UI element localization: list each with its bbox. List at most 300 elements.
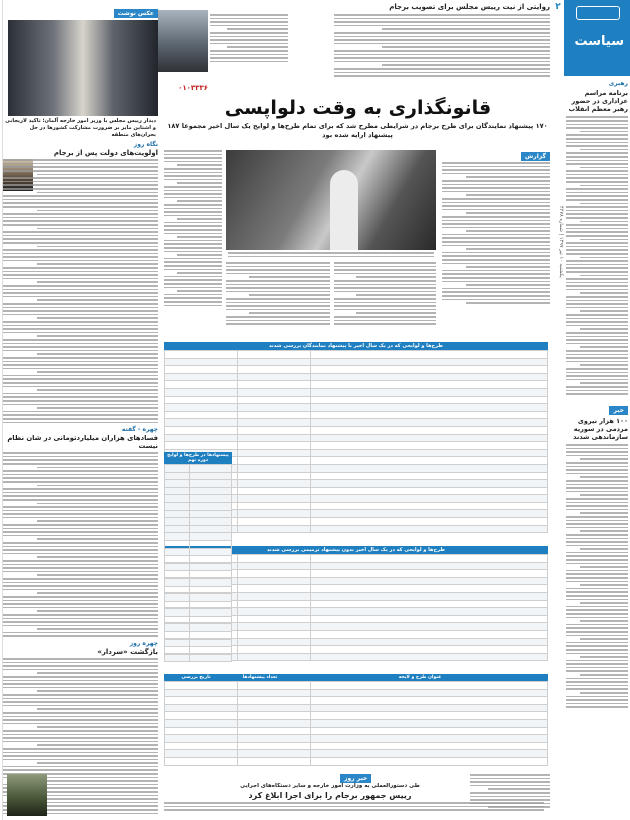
text-line — [3, 567, 158, 569]
table-cell — [165, 639, 190, 647]
text-line — [3, 256, 158, 258]
text-line — [37, 592, 158, 594]
text-line — [334, 309, 436, 311]
text-line — [3, 506, 158, 508]
text-line — [566, 318, 628, 320]
text-line — [3, 418, 158, 420]
text-line — [566, 466, 628, 468]
text-line — [566, 343, 628, 345]
text-line — [177, 218, 222, 220]
right-label-2: خبر — [609, 406, 628, 415]
text-line — [442, 173, 550, 175]
table-cell — [310, 638, 547, 646]
text-line — [3, 456, 158, 458]
text-line — [334, 305, 436, 307]
text-line — [226, 262, 330, 264]
text-line — [164, 168, 222, 170]
text-line — [566, 120, 628, 122]
text-line — [3, 357, 158, 359]
text-line — [164, 809, 544, 811]
text-line — [566, 509, 628, 511]
text-line — [566, 357, 628, 359]
table-row — [165, 654, 232, 662]
text-line — [566, 667, 628, 669]
text-line — [3, 375, 158, 377]
table-cell — [237, 472, 310, 480]
table-cell — [165, 697, 238, 705]
block2-body-text — [3, 159, 158, 423]
text-line — [3, 734, 158, 736]
text-line — [442, 205, 550, 207]
text-line — [566, 696, 628, 698]
table-cell — [190, 540, 232, 548]
bottom-body-text-2 — [164, 802, 544, 818]
table-row — [165, 586, 232, 594]
text-line — [580, 494, 628, 496]
text-line — [566, 228, 628, 230]
table-cell — [237, 555, 310, 563]
text-line — [334, 291, 436, 293]
bottom-kicker: طی دستورالعملی به وزارت امور خارجه و سایر دستگاه‌های اجرایی — [240, 783, 420, 789]
text-line — [3, 224, 158, 226]
table-cell — [190, 616, 232, 624]
table-cell — [165, 563, 190, 571]
table-cell — [165, 556, 190, 564]
text-line — [3, 328, 158, 330]
table-cell — [237, 704, 310, 712]
table-cell — [237, 411, 310, 419]
table-cell — [165, 518, 190, 526]
text-line — [37, 610, 158, 612]
text-line — [3, 625, 158, 627]
table-cell — [237, 712, 310, 720]
table-row — [165, 366, 548, 374]
text-line — [580, 638, 628, 640]
text-line — [37, 174, 158, 176]
table-cell — [310, 562, 547, 570]
text-line — [442, 245, 550, 247]
table-cell — [310, 404, 547, 412]
text-line — [3, 492, 158, 494]
table-cell — [165, 719, 238, 727]
text-line — [580, 566, 628, 568]
text-line — [3, 292, 158, 294]
text-line — [3, 181, 158, 183]
text-line — [3, 364, 158, 366]
text-line — [3, 166, 158, 168]
table-cell — [237, 600, 310, 608]
text-line — [442, 169, 550, 171]
table-cell — [190, 594, 232, 602]
text-line — [566, 516, 628, 518]
text-line — [164, 806, 544, 808]
text-line — [566, 541, 628, 543]
table-cell — [237, 381, 310, 389]
table-row — [165, 419, 548, 427]
table-cell — [237, 449, 310, 457]
text-line — [442, 162, 550, 164]
text-line — [442, 202, 550, 204]
table4 — [164, 674, 548, 770]
text-line — [566, 588, 628, 590]
text-line — [566, 645, 628, 647]
text-line — [580, 275, 628, 277]
left-column — [2, 0, 158, 820]
text-line — [164, 269, 222, 271]
section-title: سیاست — [574, 34, 624, 49]
text-line — [566, 188, 628, 190]
text-line — [566, 685, 628, 687]
text-line — [210, 14, 288, 16]
text-line — [164, 172, 222, 174]
text-line — [334, 25, 550, 27]
text-line — [3, 596, 158, 598]
text-line — [37, 485, 158, 487]
text-line — [3, 463, 158, 465]
bottom-headline: رییس جمهور برجام را برای اجرا ابلاغ کرد — [248, 791, 412, 800]
text-line — [164, 179, 222, 181]
text-line — [442, 291, 550, 293]
text-line — [442, 220, 550, 222]
text-line — [566, 627, 628, 629]
text-line — [566, 523, 628, 525]
text-line — [566, 264, 628, 266]
table-cell — [190, 624, 232, 632]
text-line — [37, 744, 158, 746]
table-row — [165, 518, 232, 526]
text-line — [334, 320, 436, 322]
text-line — [37, 389, 158, 391]
text-line — [37, 299, 158, 301]
text-line — [356, 276, 436, 278]
table-cell — [310, 434, 547, 442]
text-line — [566, 581, 628, 583]
text-line — [210, 43, 288, 45]
right-title: برنامه مراسم عزاداری در حضور رهبر معظم انقلاب — [568, 89, 628, 114]
text-line — [566, 134, 628, 136]
text-line — [164, 150, 222, 152]
table-row — [165, 510, 232, 518]
text-line — [466, 248, 550, 250]
table-cell — [237, 404, 310, 412]
text-line — [566, 563, 628, 565]
text-line — [566, 595, 628, 597]
date-line: یکشنبه ۱۰ تیر ۱۳۹۷ | شماره ۴۲۷۸ — [558, 206, 564, 278]
table-cell — [237, 388, 310, 396]
text-line — [177, 182, 222, 184]
text-line — [580, 512, 628, 514]
text-line — [566, 192, 628, 194]
table4-grid — [164, 681, 548, 766]
text-line — [442, 209, 550, 211]
text-line — [226, 266, 330, 268]
table-cell — [237, 442, 310, 450]
text-line — [470, 792, 550, 794]
text-line — [566, 670, 628, 672]
text-line — [164, 305, 222, 307]
text-line — [382, 28, 550, 30]
text-line — [3, 459, 158, 461]
table-cell — [190, 609, 232, 617]
text-line — [226, 309, 330, 311]
text-line — [466, 194, 550, 196]
text-line — [37, 628, 158, 630]
text-line — [3, 553, 158, 555]
text-line — [164, 276, 222, 278]
text-line — [566, 332, 628, 334]
text-line — [210, 50, 288, 52]
text-line — [3, 618, 158, 620]
text-line — [226, 287, 330, 289]
text-line — [466, 284, 550, 286]
text-line — [580, 674, 628, 676]
table-cell — [190, 647, 232, 655]
table-row — [165, 697, 548, 705]
text-line — [3, 314, 158, 316]
text-line — [3, 698, 158, 700]
table-cell — [165, 404, 238, 412]
text-line — [566, 491, 628, 493]
text-line — [566, 617, 628, 619]
table-row — [165, 632, 232, 640]
text-line — [37, 690, 158, 692]
text-line — [3, 752, 158, 754]
text-line — [566, 390, 628, 392]
text-line — [37, 407, 158, 409]
text-line — [226, 305, 330, 307]
table-row — [165, 563, 232, 571]
text-line — [566, 325, 628, 327]
table-cell — [165, 442, 238, 450]
text-line — [334, 68, 550, 70]
text-line — [3, 730, 158, 732]
text-line — [3, 396, 158, 398]
text-line — [566, 278, 628, 280]
text-line — [566, 642, 628, 644]
text-line — [566, 527, 628, 529]
text-line — [164, 247, 222, 249]
table-cell — [310, 719, 547, 727]
text-line — [3, 274, 158, 276]
col-count: تعداد پیشنهادها — [242, 675, 278, 680]
text-line — [37, 246, 158, 248]
text-line — [210, 25, 288, 27]
table-row — [165, 727, 548, 735]
table-cell — [237, 646, 310, 654]
table-cell — [310, 555, 547, 563]
text-line — [3, 769, 158, 771]
text-line — [466, 230, 550, 232]
table-cell — [165, 465, 190, 473]
text-line — [3, 632, 158, 634]
table-cell — [165, 682, 238, 690]
text-line — [164, 287, 222, 289]
text-line — [3, 206, 158, 208]
text-line — [580, 656, 628, 658]
text-line — [3, 346, 158, 348]
text-line — [228, 252, 434, 254]
text-line — [334, 50, 550, 52]
text-line — [37, 574, 158, 576]
text-line — [164, 294, 222, 296]
text-line — [3, 676, 158, 678]
text-line — [442, 299, 550, 301]
text-line — [566, 267, 628, 269]
text-line — [164, 215, 222, 217]
table-row — [165, 540, 232, 548]
table-cell — [165, 704, 238, 712]
table-cell — [237, 351, 310, 359]
table-cell — [310, 457, 547, 465]
text-line — [566, 635, 628, 637]
text-line — [442, 288, 550, 290]
text-line — [3, 321, 158, 323]
text-line — [3, 481, 158, 483]
table-cell — [165, 472, 190, 480]
right-body-text-2 — [566, 444, 628, 708]
table-cell — [165, 396, 238, 404]
text-line — [334, 36, 550, 38]
text-line — [3, 549, 158, 551]
text-line — [442, 295, 550, 297]
table-cell — [165, 373, 238, 381]
table-cell — [310, 464, 547, 472]
text-line — [334, 262, 436, 264]
text-line — [580, 548, 628, 550]
text-line — [164, 154, 222, 156]
text-line — [37, 192, 158, 194]
table-row — [165, 502, 232, 510]
text-line — [37, 503, 158, 505]
text-line — [3, 687, 158, 689]
text-line — [210, 21, 288, 23]
text-line — [3, 658, 158, 660]
text-line — [566, 660, 628, 662]
table-cell — [237, 464, 310, 472]
text-line — [164, 279, 222, 281]
text-line — [566, 217, 628, 219]
right-label: رهبری — [608, 80, 628, 87]
text-line — [566, 484, 628, 486]
text-line — [580, 257, 628, 259]
table-cell — [165, 434, 238, 442]
text-line — [566, 606, 628, 608]
text-line — [566, 444, 628, 446]
table-cell — [237, 396, 310, 404]
text-line — [566, 224, 628, 226]
text-line — [3, 278, 158, 280]
text-line — [3, 195, 158, 197]
text-line — [37, 672, 158, 674]
text-line — [566, 699, 628, 701]
table-cell — [165, 495, 190, 503]
text-line — [3, 470, 158, 472]
table-row — [165, 704, 548, 712]
table-cell — [165, 735, 238, 743]
text-line — [3, 422, 158, 424]
text-line — [37, 281, 158, 283]
text-line — [3, 414, 158, 416]
text-line — [164, 251, 222, 253]
table-cell — [237, 689, 310, 697]
text-line — [3, 159, 158, 161]
table-cell — [237, 719, 310, 727]
text-line — [580, 530, 628, 532]
text-line — [580, 239, 628, 241]
table-cell — [190, 563, 232, 571]
table-cell — [310, 585, 547, 593]
text-line — [580, 476, 628, 478]
table-cell — [237, 735, 310, 743]
text-line — [3, 271, 158, 273]
text-line — [334, 72, 550, 74]
text-line — [3, 748, 158, 750]
text-line — [334, 280, 436, 282]
table-row — [165, 426, 548, 434]
table-row — [165, 373, 548, 381]
table-cell — [165, 647, 190, 655]
text-line — [3, 513, 158, 515]
text-line — [3, 393, 158, 395]
text-line — [164, 243, 222, 245]
table-cell — [237, 653, 310, 661]
text-line — [3, 253, 158, 255]
table-cell — [165, 609, 190, 617]
table-cell — [165, 616, 190, 624]
text-line — [566, 379, 628, 381]
text-line — [566, 354, 628, 356]
text-line — [566, 469, 628, 471]
text-line — [334, 316, 436, 318]
text-line — [442, 198, 550, 200]
text-line — [3, 303, 158, 305]
text-line — [566, 249, 628, 251]
table-cell — [237, 727, 310, 735]
text-line — [3, 325, 158, 327]
table-cell — [237, 570, 310, 578]
text-line — [3, 267, 158, 269]
table-row — [165, 742, 548, 750]
text-line — [3, 184, 158, 186]
text-line — [580, 584, 628, 586]
table-row — [165, 571, 232, 579]
lead-headline: قانونگذاری به وقت دلواپسی — [224, 97, 492, 119]
number-stamp: ۰۱۰۳۳۳۶ — [178, 84, 208, 92]
table-cell — [165, 419, 238, 427]
text-line — [470, 778, 550, 780]
table-cell — [310, 472, 547, 480]
table2-title: طرح‌ها و لوایحی که در یک سال اخیر بدون پیشنهاد ترمیمی بررسی شدند — [164, 546, 548, 554]
table-cell — [237, 615, 310, 623]
text-line — [37, 726, 158, 728]
text-line — [566, 534, 628, 536]
table-row — [165, 750, 548, 758]
text-line — [3, 635, 158, 637]
text-line — [580, 221, 628, 223]
table-cell — [310, 608, 547, 616]
table-cell — [310, 426, 547, 434]
text-line — [566, 271, 628, 273]
table-cell — [165, 480, 190, 488]
table-cell — [165, 586, 190, 594]
text-line — [3, 766, 158, 768]
text-line — [566, 678, 628, 680]
text-line — [177, 164, 222, 166]
text-line — [37, 762, 158, 764]
text-line — [334, 43, 550, 45]
text-line — [566, 375, 628, 377]
text-line — [3, 517, 158, 519]
